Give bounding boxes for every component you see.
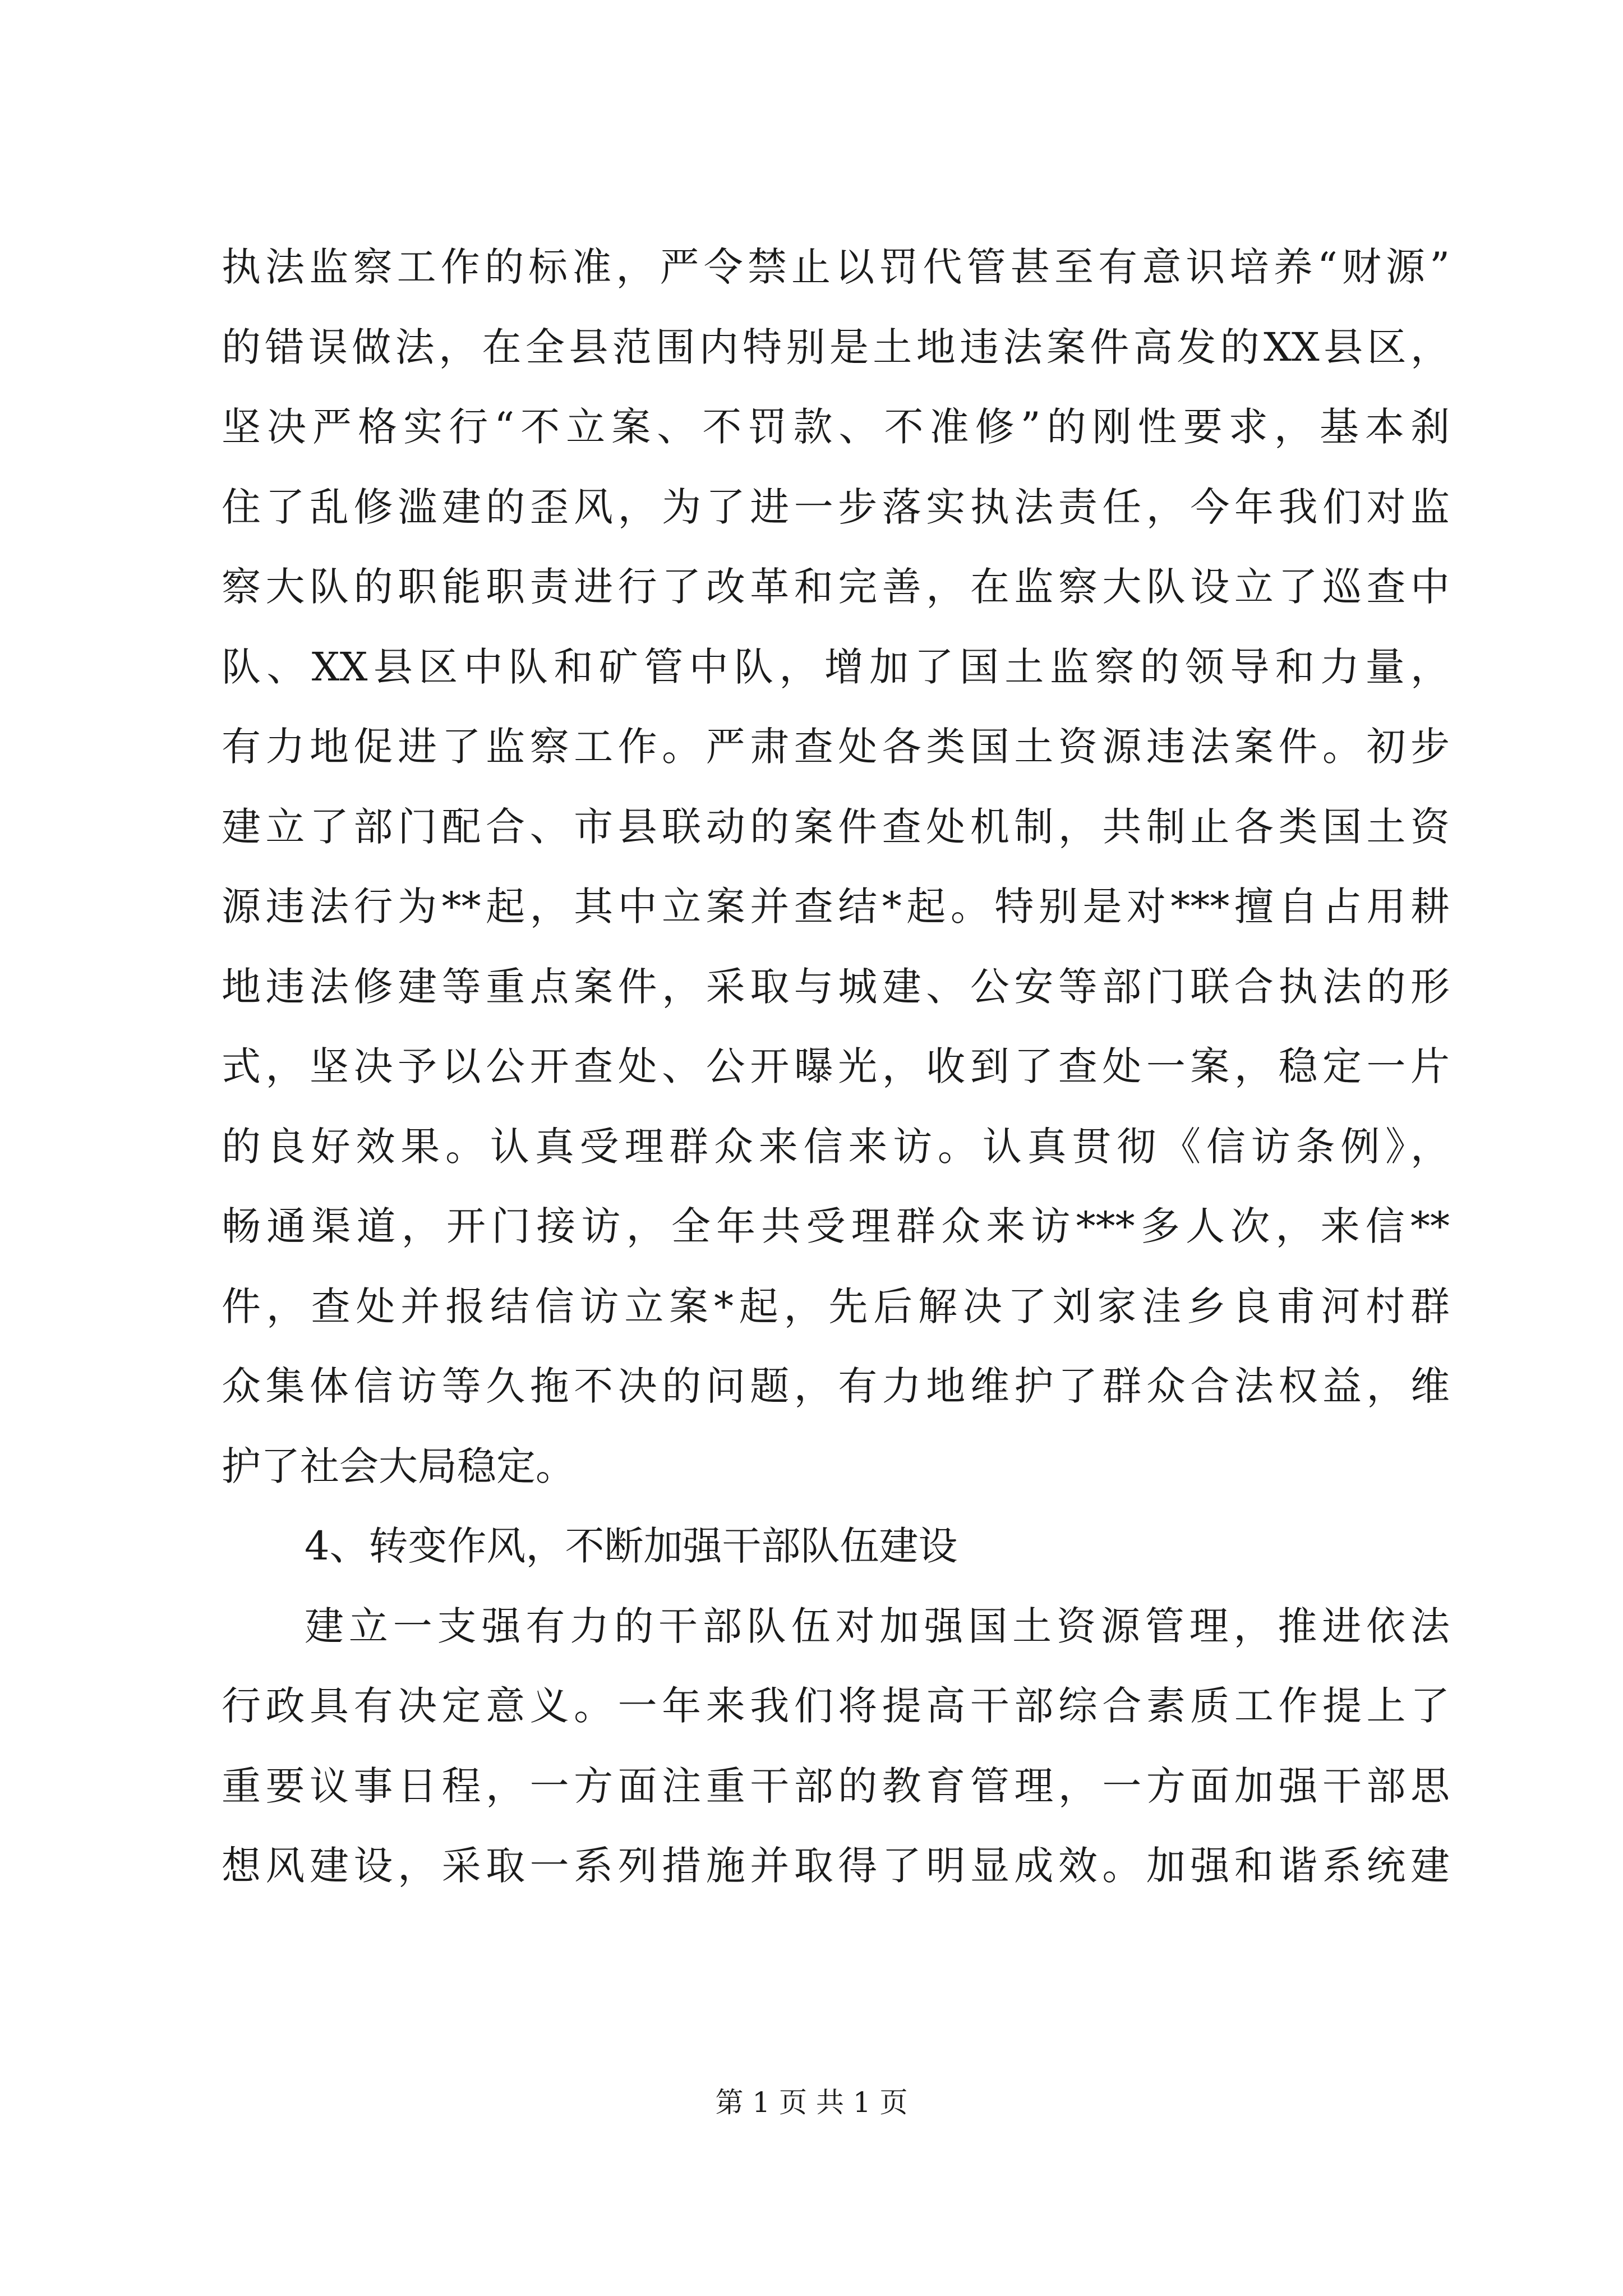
paragraph-line: 想风建设，采取一系列措施并取得了明显成效。加强和谐系统建 — [222, 1843, 1450, 1889]
paragraph-line: 察大队的职能职责进行了改革和完善，在监察大队设立了巡查中 — [222, 564, 1450, 610]
paragraph-line: 的错误做法，在全县范围内特别是土地违法案件高发的XX县区， — [222, 324, 1450, 370]
paragraph-line: 重要议事日程，一方面注重干部的教育管理，一方面加强干部思 — [222, 1763, 1450, 1809]
paragraph-line: 执法监察工作的标准，严令禁止以罚代管甚至有意识培养“财源” — [222, 244, 1450, 290]
paragraph-line: 畅通渠道，开门接访，全年共受理群众来访***多人次，来信** — [222, 1203, 1450, 1249]
section-heading: 4、转变作风，不断加强干部队伍建设 — [305, 1523, 958, 1569]
paragraph-line: 有力地促进了监察工作。严肃查处各类国土资源违法案件。初步 — [222, 724, 1450, 770]
paragraph-line: 式，坚决予以公开查处、公开曝光，收到了查处一案，稳定一片 — [222, 1043, 1450, 1089]
paragraph-line: 件，查处并报结信访立案*起，先后解决了刘家洼乡良甫河村群 — [222, 1283, 1450, 1329]
paragraph-line: 队、XX县区中队和矿管中队，增加了国土监察的领导和力量， — [222, 643, 1450, 690]
paragraph-line: 坚决严格实行“不立案、不罚款、不准修”的刚性要求，基本刹 — [222, 404, 1450, 450]
paragraph-line: 建立了部门配合、市县联动的案件查处机制，共制止各类国土资 — [222, 803, 1450, 850]
document-body — [222, 227, 1450, 1906]
page-number-label: 第 1 页 共 1 页 — [715, 2086, 908, 2119]
paragraph-line: 众集体信访等久拖不决的问题，有力地维护了群众合法权益，维 — [222, 1363, 1450, 1409]
paragraph-line: 地违法修建等重点案件，采取与城建、公安等部门联合执法的形 — [222, 963, 1450, 1010]
page-footer — [0, 2086, 1623, 2119]
paragraph-line: 源违法行为**起，其中立案并查结*起。特别是对***擅自占用耕 — [222, 884, 1450, 930]
paragraph-line: 的良好效果。认真受理群众来信来访。认真贯彻《信访条例》， — [222, 1123, 1450, 1170]
paragraph-line: 行政具有决定意义。一年来我们将提高干部综合素质工作提上了 — [222, 1683, 1450, 1729]
paragraph-line: 护了社会大局稳定。 — [222, 1443, 575, 1489]
paragraph-line: 建立一支强有力的干部队伍对加强国土资源管理，推进依法 — [305, 1603, 1450, 1649]
paragraph-line: 住了乱修滥建的歪风，为了进一步落实执法责任，今年我们对监 — [222, 484, 1450, 530]
